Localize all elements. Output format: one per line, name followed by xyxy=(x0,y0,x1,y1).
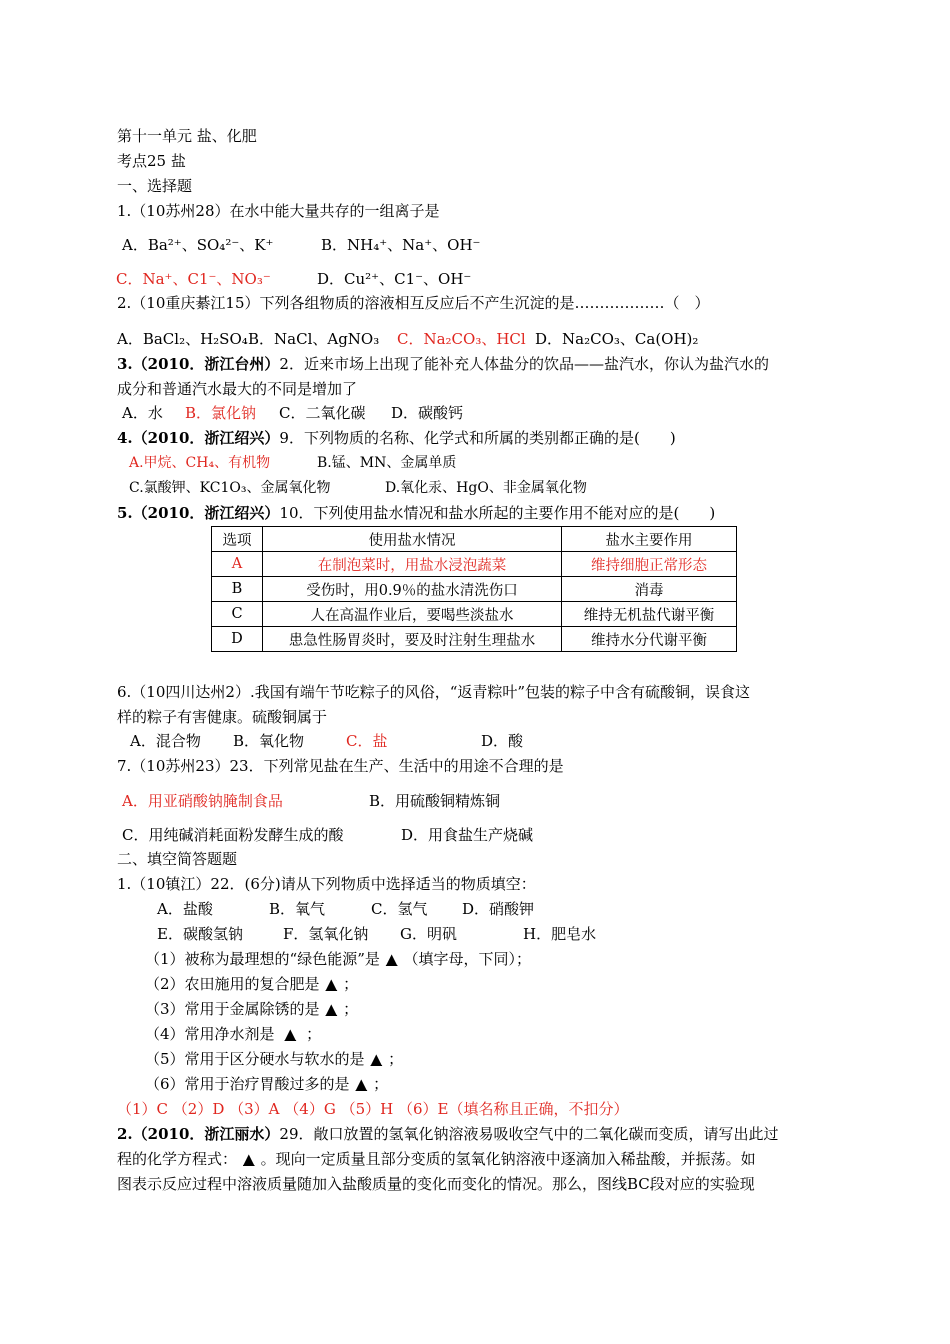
q3-option-d: D．碳酸钙 xyxy=(391,404,464,422)
q5-source: 5.（2010．浙江绍兴） xyxy=(117,504,280,522)
q6-option-c: C．盐 xyxy=(346,732,388,750)
answer-blank: ▲ xyxy=(385,950,398,968)
answer-blank: ▲ xyxy=(325,1000,338,1018)
f1-option: G．明矾 xyxy=(400,925,457,943)
table-cell: 维持细胞正常形态 xyxy=(562,552,737,577)
answer-blank: ▲ xyxy=(243,1150,255,1168)
q3-option-a: A．水 xyxy=(122,404,163,422)
table-row xyxy=(212,602,737,627)
f2-stem xyxy=(117,1124,779,1144)
answer-blank: ▲ xyxy=(370,1050,383,1068)
f1-item: （6）常用于治疗胃酸过多的是 ▲ ； xyxy=(145,1075,389,1093)
table-row xyxy=(212,552,737,577)
f1-item: （2）农田施用的复合肥是 ▲ ； xyxy=(145,975,359,993)
table-cell: 在制泡菜时，用盐水浸泡蔬菜 xyxy=(263,552,562,577)
q3-stem-text: 2．近来市场上出现了能补充人体盐分的饮品——盐汽水，你认为盐汽水的 xyxy=(279,355,769,373)
table-cell: C xyxy=(212,602,263,627)
q3-stem-cont: 成分和普通汽水最大的不同是增加了 xyxy=(117,380,358,398)
q3-stem xyxy=(117,354,769,374)
table-row xyxy=(212,627,737,652)
q3-option-b: B．氯化钠 xyxy=(185,404,257,422)
q6-option-d: D．酸 xyxy=(481,732,524,750)
q6-stem: 6.（10四川达州2）.我国有端午节吃粽子的风俗，“返青粽叶”包装的粽子中含有硫酸铜，误食这 xyxy=(117,683,751,701)
topic-heading: 考点25 盐 xyxy=(117,152,186,170)
q5-stem xyxy=(117,503,715,523)
q4-option-a: A.甲烷、CH₄、有机物 xyxy=(129,455,271,471)
answer-blank: ▲ xyxy=(355,1075,368,1093)
q5-table xyxy=(211,526,737,652)
f1-option: D．硝酸钾 xyxy=(462,900,535,918)
table-header-cell: 选项 xyxy=(212,527,263,552)
q5-table-header xyxy=(212,527,737,552)
q3-option-c: C．二氧化碳 xyxy=(279,404,366,422)
f1-item: （5）常用于区分硬水与软水的是 ▲ ； xyxy=(145,1050,404,1068)
table-cell: 维持水分代谢平衡 xyxy=(562,627,737,652)
f2-stem-cont2: 图表示反应过程中溶液质量随加入盐酸质量的变化而变化的情况。那么，图线BC段对应的实验现 xyxy=(117,1175,755,1193)
q5-stem-text: 10．下列使用盐水情况和盐水所起的主要作用不能对应的是( ) xyxy=(279,504,716,522)
q7-stem: 7.（10苏州23）23．下列常见盐在生产、生活中的用途不合理的是 xyxy=(117,757,564,775)
table-cell: D xyxy=(212,627,263,652)
f1-item: （1）被称为最理想的“绿色能源”是 ▲ （填字母，下同）； xyxy=(145,950,531,968)
q1-option-a: A．Ba²⁺、SO₄²⁻、K⁺ xyxy=(122,236,274,254)
table-cell: 受伤时，用0.9％的盐水清洗伤口 xyxy=(263,577,562,602)
table-cell: B xyxy=(212,577,263,602)
f1-item: （4）常用净水剂是 ▲ ； xyxy=(145,1025,322,1043)
table-cell: 患急性肠胃炎时，要及时注射生理盐水 xyxy=(263,627,562,652)
q2-option-d: D．Na₂CO₃、Ca(OH)₂ xyxy=(535,330,699,348)
q4-option-c: C.氯酸钾、KC1O₃、金属氧化物 xyxy=(129,480,331,496)
f1-stem: 1.（10镇江）22．(6分)请从下列物质中选择适当的物质填空： xyxy=(117,875,536,893)
f1-option: A．盐酸 xyxy=(157,900,213,918)
table-cell: 人在高温作业后，要喝些淡盐水 xyxy=(263,602,562,627)
q4-option-d: D.氧化汞、HgO、非金属氧化物 xyxy=(385,480,587,496)
q3-source: 3.（2010．浙江台州） xyxy=(117,355,280,373)
f1-option: C．氢气 xyxy=(371,900,428,918)
q7-option-a: A．用亚硝酸钠腌制食品 xyxy=(122,792,283,810)
q6-option-a: A．混合物 xyxy=(130,732,201,750)
f1-option: E．碳酸氢钠 xyxy=(157,925,243,943)
table-cell: 消毒 xyxy=(562,577,737,602)
q2-option-b: B．NaCl、AgNO₃ xyxy=(248,330,380,348)
table-header-cell: 使用盐水情况 xyxy=(263,527,562,552)
answer-blank: ▲ xyxy=(284,1025,297,1043)
table-cell: A xyxy=(212,552,263,577)
table-cell: 维持无机盐代谢平衡 xyxy=(562,602,737,627)
f2-source: 2.（2010．浙江丽水） xyxy=(117,1125,280,1143)
f1-option: F．氢氧化钠 xyxy=(283,925,369,943)
f1-item: （3）常用于金属除锈的是 ▲ ； xyxy=(145,1000,359,1018)
answer-blank: ▲ xyxy=(325,975,338,993)
q1-option-b: B．NH₄⁺、Na⁺、OH⁻ xyxy=(321,236,481,254)
q2-option-c: C．Na₂CO₃、HCl xyxy=(397,330,526,348)
f1-option: H．肥皂水 xyxy=(523,925,597,943)
q1-stem: 1.（10苏州28）在水中能大量共存的一组离子是 xyxy=(117,202,440,220)
q2-stem: 2.（10重庆綦江15）下列各组物质的溶液相互反应后不产生沉淀的是………………（ ） xyxy=(117,294,710,312)
table-row xyxy=(212,577,737,602)
q2-option-a: A．BaCl₂、H₂SO₄ xyxy=(117,330,248,348)
q7-option-c: C．用纯碱消耗面粉发酵生成的酸 xyxy=(122,826,344,844)
q4-stem xyxy=(117,428,676,448)
q1-option-d: D．Cu²⁺、C1⁻、OH⁻ xyxy=(317,270,472,288)
q4-stem-text: 9．下列物质的名称、化学式和所属的类别都正确的是( ) xyxy=(279,429,676,447)
q1-option-c: C．Na⁺、C1⁻、NO₃⁻ xyxy=(116,270,271,288)
unit-title: 第十一单元 盐、化肥 xyxy=(117,127,257,145)
q6-option-b: B．氧化物 xyxy=(233,732,305,750)
q4-option-b: B.锰、MN、金属单质 xyxy=(317,455,457,471)
q7-option-d: D．用食盐生产烧碱 xyxy=(401,826,534,844)
f1-answer: （1）C （2）D （3）A （4）G （5）H （6）E（填名称且正确，不扣分） xyxy=(117,1100,629,1118)
table-header-cell: 盐水主要作用 xyxy=(562,527,737,552)
f2-stem-cont: 程的化学方程式： ▲ 。现向一定质量且部分变质的氢氧化钠溶液中逐滴加入稀盐酸，并振荡。如 xyxy=(117,1150,756,1168)
q7-option-b: B．用硫酸铜精炼铜 xyxy=(369,792,501,810)
f2-stem-text: 29．敞口放置的氢氧化钠溶液易吸收空气中的二氧化碳而变质，请写出此过 xyxy=(279,1125,779,1143)
section-heading-choice: 一、选择题 xyxy=(117,177,193,195)
f1-option: B．氧气 xyxy=(269,900,326,918)
q6-stem-cont: 样的粽子有害健康。硫酸铜属于 xyxy=(117,708,328,726)
q4-source: 4.（2010．浙江绍兴） xyxy=(117,429,280,447)
section-heading-fill: 二、填空简答题题 xyxy=(117,850,238,868)
